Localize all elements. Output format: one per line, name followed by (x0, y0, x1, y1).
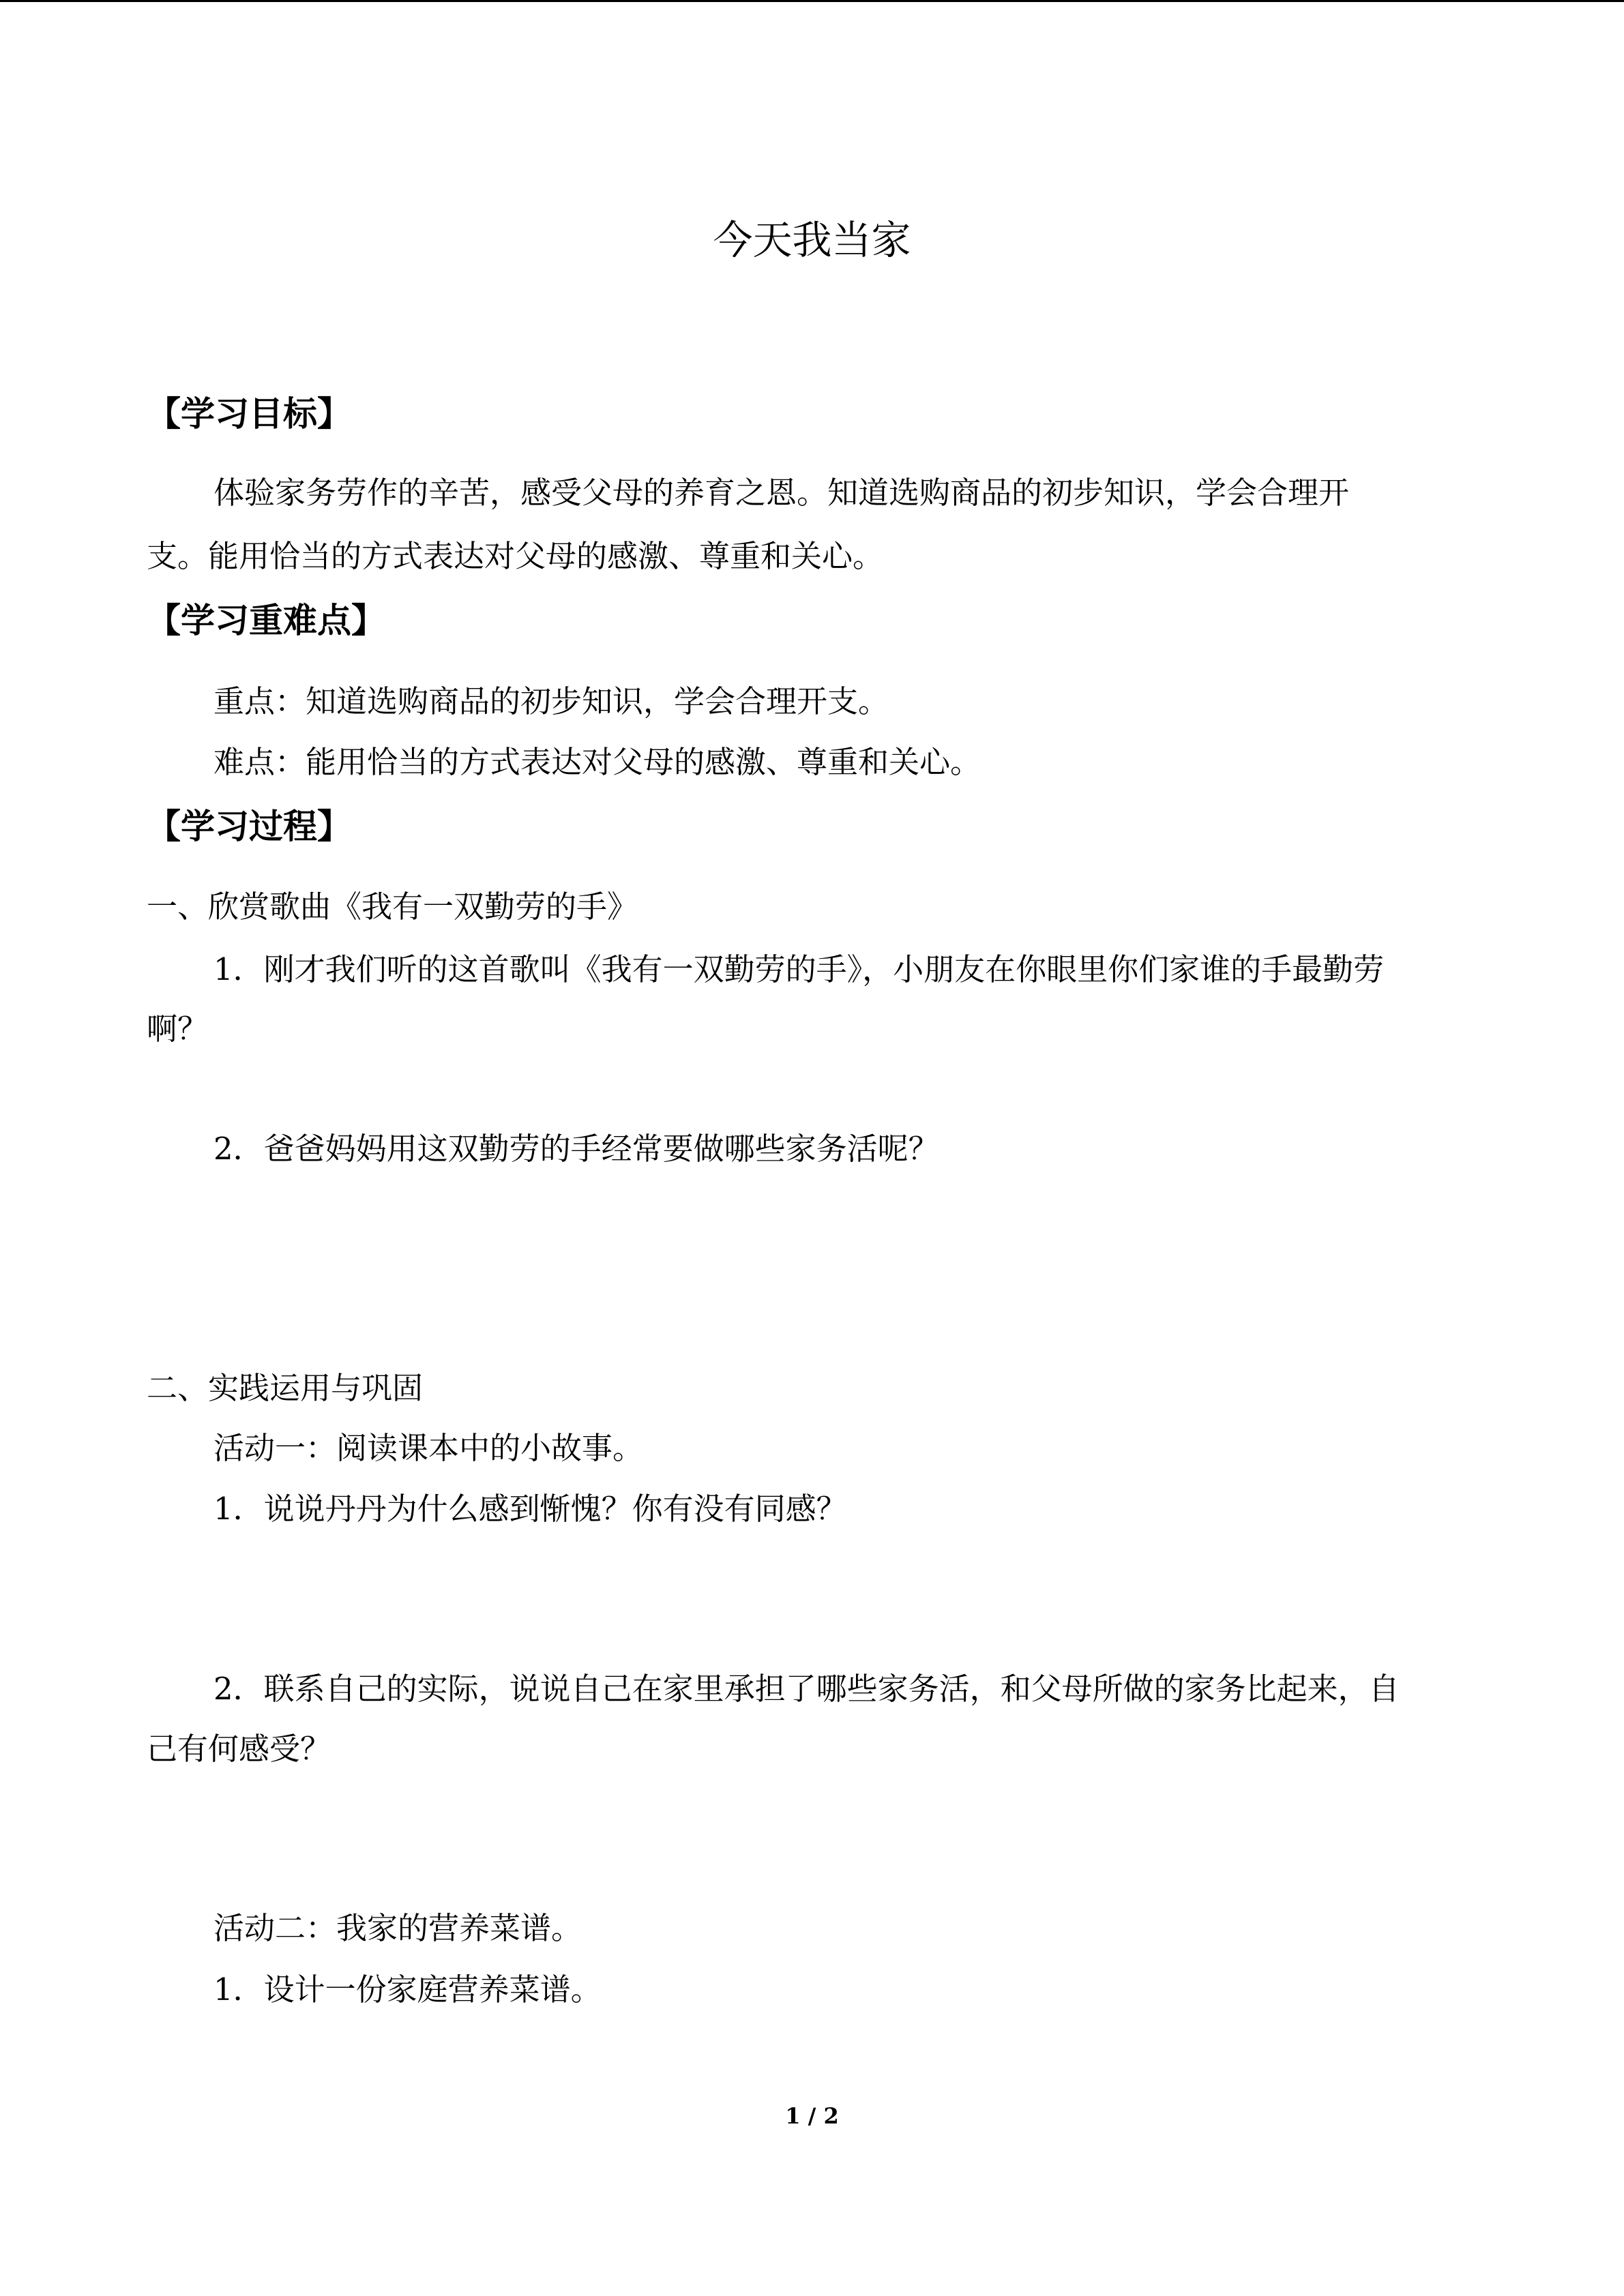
top-border (0, 0, 1624, 2)
part1-title: 一、欣赏歌曲《我有一双勤劳的手》 (147, 889, 638, 925)
part1-question-2: 2．爸爸妈妈用这双勤劳的手经常要做哪些家务活呢？ (213, 1131, 939, 1167)
page-title: 今天我当家 (713, 217, 911, 263)
page-number: 1 / 2 (785, 2103, 839, 2129)
activity1-question-1: 1．说说丹丹为什么感到惭愧？你有没有同感？ (213, 1491, 847, 1527)
heading-goals: 【学习目标】 (147, 394, 351, 434)
activity2-question-1: 1．设计一份家庭营养菜谱。 (213, 1971, 602, 2008)
activity1-title: 活动一：阅读课本中的小故事。 (213, 1430, 644, 1466)
goals-line-1: 体验家务劳作的辛苦，感受父母的养育之恩。知道选购商品的初步知识，学会合理开 (213, 475, 1350, 511)
goals-line-2: 支。能用恰当的方式表达对父母的感激、尊重和关心。 (147, 538, 884, 574)
keypoint-difficult: 难点：能用恰当的方式表达对父母的感激、尊重和关心。 (213, 744, 981, 780)
activity2-title: 活动二：我家的营养菜谱。 (213, 1910, 582, 1946)
heading-keypoints: 【学习重难点】 (147, 601, 385, 640)
part1-question-1-line-2: 啊？ (147, 1011, 209, 1047)
heading-process: 【学习过程】 (147, 807, 351, 846)
activity1-question-2-line-1: 2．联系自己的实际，说说自己在家里承担了哪些家务活，和父母所做的家务比起来，自 (213, 1671, 1400, 1707)
keypoint-key: 重点：知道选购商品的初步知识，学会合理开支。 (213, 683, 889, 719)
activity1-question-2-line-2: 己有何感受？ (147, 1731, 331, 1767)
part2-title: 二、实践运用与巩固 (147, 1370, 424, 1406)
part1-question-1-line-1: 1．刚才我们听的这首歌叫《我有一双勤劳的手》，小朋友在你眼里你们家谁的手最勤劳 (213, 951, 1385, 987)
